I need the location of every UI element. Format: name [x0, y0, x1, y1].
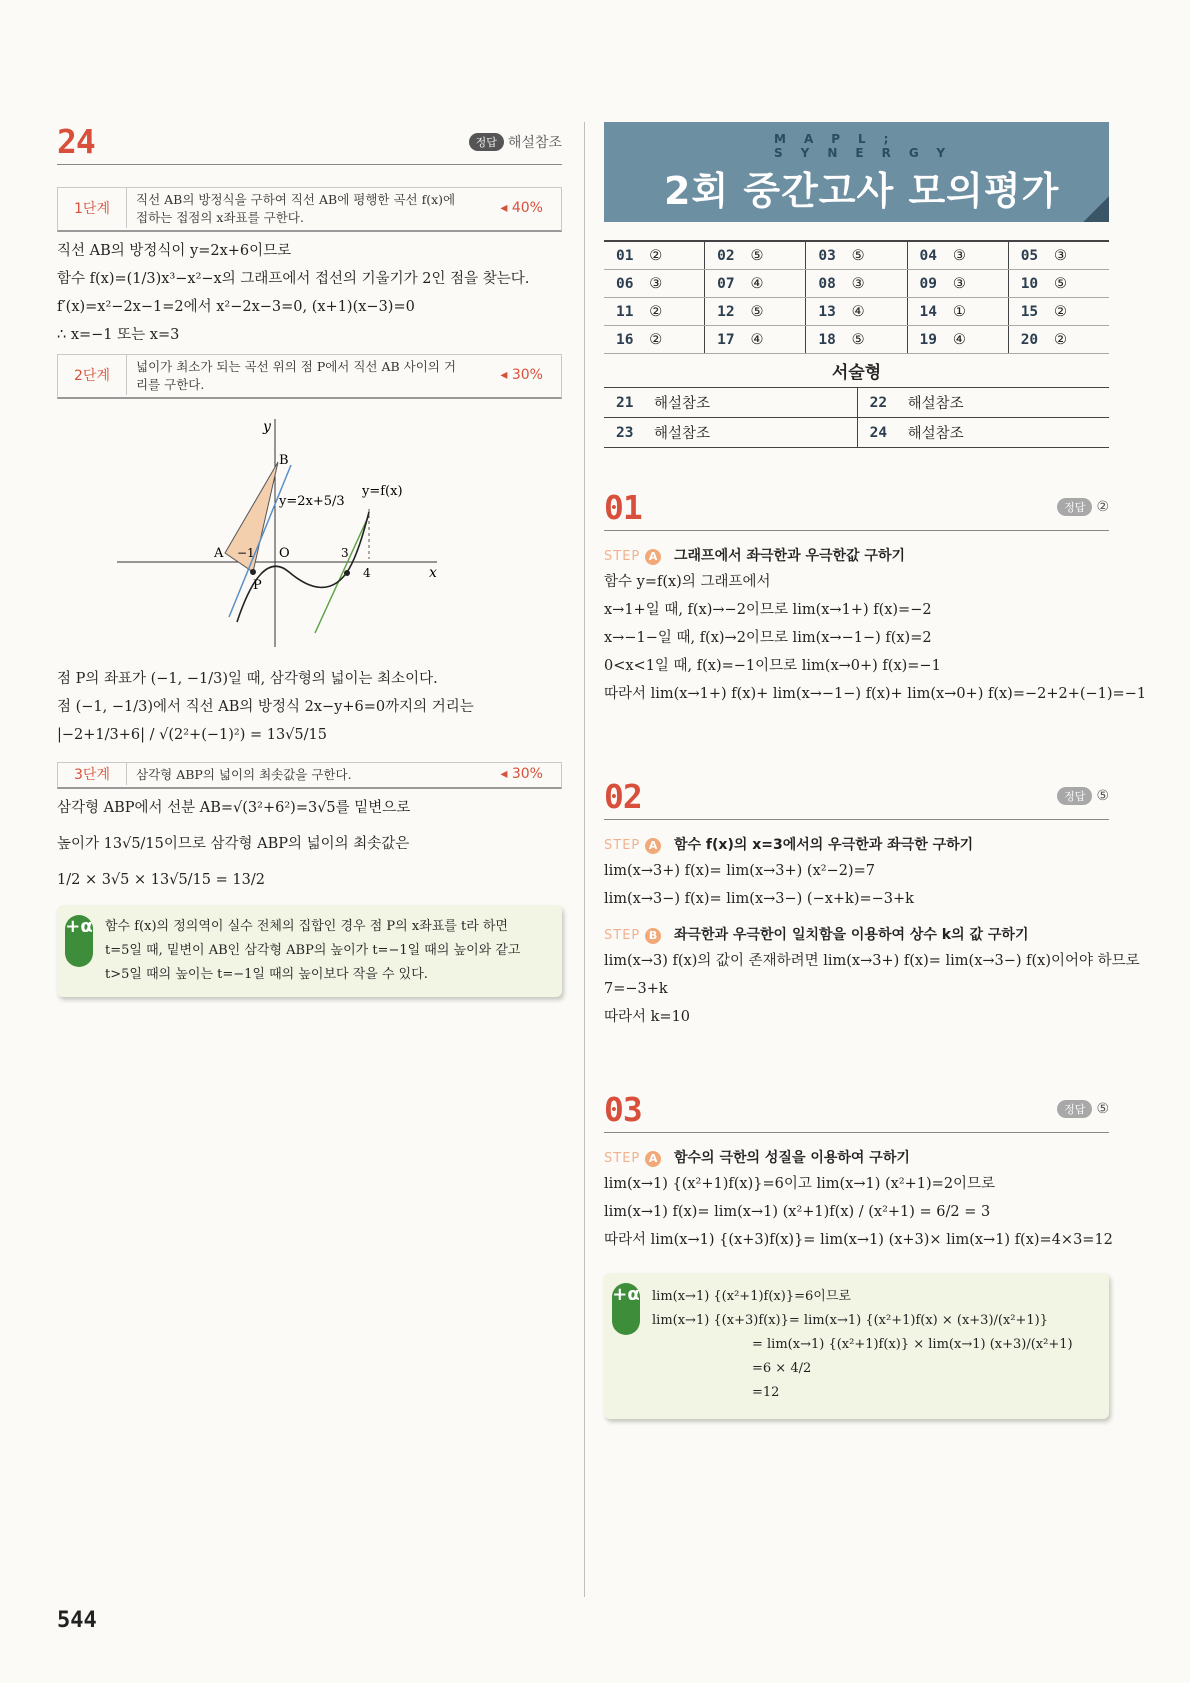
step-b-circle: B [645, 928, 661, 944]
step-title-text: 함수의 극한의 성질을 이용하여 구하기 [674, 1150, 910, 1166]
essay-table [604, 388, 1109, 448]
answer-choice: ⑤ [1054, 270, 1109, 298]
essay-row [604, 388, 1109, 418]
solution-line: 따라서 lim(x→1) {(x+3)f(x)}= lim(x→1) (x+3)× lim(x→1) f(x)=4×3=12 [604, 1232, 1113, 1248]
step-label: 1단계 [58, 188, 127, 228]
tip-box [604, 1273, 1109, 1419]
answer-choice: ③ [1054, 241, 1109, 270]
answer-badge: 정답 [1057, 787, 1092, 805]
y-axis-label: y [263, 419, 271, 435]
step-1-box [57, 187, 562, 232]
solution-line: lim(x→3−) f(x)= lim(x→3−) (−x+k)=−3+k [604, 891, 914, 907]
solution-line: f′(x)=x²−2x−1=2에서 x²−2x−3=0, (x+1)(x−3)=0 [57, 299, 415, 315]
answer-number: 06 [604, 270, 649, 298]
tip-line: = lim(x→1) {(x²+1)f(x)} × lim(x→1) (x+3)/(x²+1) [752, 1337, 1073, 1352]
question-header [604, 486, 1109, 531]
solution-line: 점 P의 좌표가 (−1, −1/3)일 때, 삼각형의 넓이는 최소이다. [57, 671, 438, 687]
answer-tag [1057, 498, 1109, 516]
label-four: 4 [363, 566, 371, 580]
step-text: 삼각형 ABP의 넓이의 최솟값을 구한다. [136, 767, 352, 782]
solution-line: lim(x→3+) f(x)= lim(x→3+) (x²−2)=7 [604, 863, 875, 879]
question-03 [604, 1088, 1113, 1419]
answer-number: 16 [604, 326, 649, 354]
answer-choice: ④ [852, 298, 907, 326]
answer-number: 05 [1008, 241, 1054, 270]
answer-badge: 정답 [469, 133, 504, 151]
question-number: 24 [57, 122, 95, 161]
answer-choice: ② [649, 298, 704, 326]
line-equation-label: y=2x+5/3 [279, 494, 345, 509]
answer-row [604, 270, 1109, 298]
tip-box [57, 905, 562, 997]
step-title [604, 834, 1109, 854]
solution-line: 함수 y=f(x)의 그래프에서 [604, 574, 771, 590]
essay-answer: 해설참조 [907, 388, 1109, 418]
answer-choice: ② [649, 326, 704, 354]
tangent-point [344, 570, 350, 576]
label-b: B [279, 453, 289, 468]
banner-title: 2회 중간고사 모의평가 [664, 169, 1060, 213]
step-text: 넓이가 최소가 되는 곡선 위의 점 P에서 직선 AB 사이의 거리를 구한다. [136, 359, 456, 392]
answer-choice: ④ [750, 326, 805, 354]
answer-number: 01 [604, 241, 649, 270]
question-number: 01 [604, 488, 642, 527]
solution-line: 삼각형 ABP에서 선분 AB=√(3²+6²)=3√5를 밑변으로 [57, 800, 411, 816]
tip-line: =12 [752, 1385, 780, 1400]
solution-line: lim(x→1) f(x)= lim(x→1) (x²+1)f(x) / (x²+1) = 6/2 = 3 [604, 1204, 991, 1220]
essay-row [604, 418, 1109, 448]
answer-choice: ③ [953, 270, 1008, 298]
answer-row [604, 241, 1109, 270]
tip-line: t=5일 때, 밑변이 AB인 삼각형 ABP의 높이가 t=−1일 때의 높이와 같고 [105, 943, 521, 958]
column-divider [584, 122, 585, 1597]
answer-choice: ② [1054, 326, 1109, 354]
banner-subtitle: MAPL; SYNERGY [774, 132, 964, 160]
x-axis-label: x [429, 565, 437, 581]
tip-line: lim(x→1) {(x²+1)f(x)}=6이므로 [652, 1289, 851, 1304]
curve-label: y=f(x) [362, 484, 403, 499]
essay-title: 서술형 [604, 354, 1109, 388]
tip-line: lim(x→1) {(x+3)f(x)}= lim(x→1) {(x²+1)f(x) × (x+3)/(x²+1)} [652, 1313, 1049, 1328]
answer-row [604, 326, 1109, 354]
solution-line: ∴ x=−1 또는 x=3 [57, 327, 180, 343]
solution-line: |−2+1/3+6| / √(2²+(−1)²) = 13√5/15 [57, 727, 327, 743]
solution-line: 따라서 lim(x→1+) f(x)+ lim(x→−1−) f(x)+ lim(x→0+) f(x)=−2+2+(−1)=−1 [604, 686, 1147, 702]
question-header [604, 775, 1109, 820]
tip-line: 함수 f(x)의 정의역이 실수 전체의 집합인 경우 점 P의 x좌표를 t라 하면 [105, 919, 508, 934]
answer-number: 12 [705, 298, 751, 326]
step-a-circle: A [645, 838, 661, 854]
answer-table [604, 240, 1109, 354]
question-01 [604, 486, 1147, 705]
step-percent: ◂ 30% [500, 367, 543, 383]
essay-number: 21 [604, 388, 653, 418]
answer-tag [469, 132, 562, 152]
step-word: STEP [604, 928, 641, 943]
solution-line: 직선 AB의 방정식이 y=2x+6이므로 [57, 243, 292, 259]
answer-choice: ③ [649, 270, 704, 298]
step-title [604, 1147, 1109, 1167]
answer-choice: ⑤ [750, 241, 805, 270]
answer-number: 19 [907, 326, 953, 354]
answer-number: 02 [705, 241, 751, 270]
step-3-box [57, 762, 562, 789]
solution-line: 1/2 × 3√5 × 13√5/15 = 13/2 [57, 872, 265, 888]
answer-choice: ⑤ [852, 241, 907, 270]
right-column [604, 120, 1147, 1419]
answer-number: 10 [1008, 270, 1054, 298]
solution-line: 점 (−1, −1/3)에서 직선 AB의 방정식 2x−y+6=0까지의 거리는 [57, 699, 474, 715]
step-title [604, 545, 1109, 565]
essay-number: 24 [857, 418, 907, 448]
tangent-line-2 [315, 515, 369, 633]
answer-choice: ③ [953, 241, 1008, 270]
answer-tag [1057, 1100, 1109, 1118]
answer-badge: 정답 [1057, 1100, 1092, 1118]
solution-line: 높이가 13√5/15이므로 삼각형 ABP의 넓이의 최솟값은 [57, 836, 410, 852]
label-three: 3 [341, 546, 349, 560]
solution-line: 따라서 k=10 [604, 1009, 691, 1025]
step-text: 직선 AB의 방정식을 구하여 직선 AB에 평행한 곡선 f(x)에 접하는 접점의 x좌표를 구한다. [136, 192, 456, 225]
answer-value: ⑤ [1096, 1101, 1109, 1117]
tip-line: t>5일 때의 높이는 t=−1일 때의 높이보다 작을 수 있다. [105, 967, 428, 982]
exam-banner [604, 122, 1109, 222]
answer-value: ⑤ [1096, 788, 1109, 804]
label-origin: O [279, 546, 290, 561]
solution-line: x→−1−일 때, f(x)→2이므로 lim(x→−1−) f(x)=2 [604, 630, 932, 646]
answer-number: 09 [907, 270, 953, 298]
question-header [604, 1088, 1109, 1133]
answer-number: 11 [604, 298, 649, 326]
step-a-circle: A [645, 549, 661, 565]
answer-number: 03 [806, 241, 852, 270]
answer-choice: ② [1054, 298, 1109, 326]
essay-answer: 해설참조 [653, 388, 857, 418]
answer-number: 08 [806, 270, 852, 298]
label-p: P [253, 578, 262, 593]
step-title-text: 그래프에서 좌극한과 우극한값 구하기 [674, 548, 906, 564]
question-number: 03 [604, 1090, 642, 1129]
solution-line: 함수 f(x)=(1/3)x³−x²−x의 그래프에서 접선의 기울기가 2인 점을 찾는다. [57, 271, 530, 287]
step-word: STEP [604, 838, 641, 853]
function-graph [57, 407, 562, 662]
plus-alpha-icon: +α [65, 915, 93, 967]
step-word: STEP [604, 1151, 641, 1166]
essay-answer: 해설참조 [653, 418, 857, 448]
step-title-text: 함수 f(x)의 x=3에서의 우극한과 좌극한 구하기 [674, 837, 974, 853]
essay-answer: 해설참조 [907, 418, 1109, 448]
essay-number: 22 [857, 388, 907, 418]
answer-row [604, 298, 1109, 326]
answer-number: 18 [806, 326, 852, 354]
solution-line: 0<x<1일 때, f(x)=−1이므로 lim(x→0+) f(x)=−1 [604, 658, 941, 674]
answer-choice: ② [649, 241, 704, 270]
step-percent: ◂ 40% [500, 200, 543, 216]
solution-line: lim(x→3) f(x)의 값이 존재하려면 lim(x→3+) f(x)= lim(x→3−) f(x)이어야 하므로 [604, 953, 1140, 969]
solution-line: 7=−3+k [604, 981, 668, 997]
label-minus-one: −1 [237, 546, 255, 560]
answer-badge: 정답 [1057, 498, 1092, 516]
question-number: 02 [604, 777, 642, 816]
point-p [250, 569, 256, 575]
answer-number: 14 [907, 298, 953, 326]
left-column [57, 120, 562, 997]
answer-choice: ⑤ [750, 298, 805, 326]
answer-choice: ④ [953, 326, 1008, 354]
answer-number: 07 [705, 270, 751, 298]
step-label: 3단계 [58, 763, 127, 785]
answer-choice: ⑤ [852, 326, 907, 354]
label-a: A [214, 546, 224, 561]
step-word: STEP [604, 549, 641, 564]
page-number: 544 [57, 1608, 97, 1633]
step-percent: ◂ 30% [500, 766, 543, 782]
answer-number: 04 [907, 241, 953, 270]
answer-text: 해설참조 [507, 135, 562, 151]
answer-choice: ① [953, 298, 1008, 326]
answer-number: 17 [705, 326, 751, 354]
solution-line: lim(x→1) {(x²+1)f(x)}=6이고 lim(x→1) (x²+1)=2이므로 [604, 1176, 996, 1192]
plus-alpha-icon: +α [612, 1283, 640, 1335]
solution-line: x→1+일 때, f(x)→−2이므로 lim(x→1+) f(x)=−2 [604, 602, 932, 618]
question-02 [604, 775, 1140, 1028]
answer-value: ② [1096, 499, 1109, 515]
question-24-header [57, 120, 562, 165]
tip-line: =6 × 4/2 [752, 1361, 812, 1376]
answer-number: 20 [1008, 326, 1054, 354]
answer-choice: ④ [750, 270, 805, 298]
step-title-text: 좌극한과 우극한이 일치함을 이용하여 상수 k의 값 구하기 [674, 927, 1029, 943]
answer-number: 13 [806, 298, 852, 326]
step-2-box [57, 354, 562, 399]
step-a-circle: A [645, 1151, 661, 1167]
answer-choice: ③ [852, 270, 907, 298]
essay-number: 23 [604, 418, 653, 448]
step-label: 2단계 [58, 355, 127, 395]
answer-tag [1057, 787, 1109, 805]
answer-number: 15 [1008, 298, 1054, 326]
step-title [604, 924, 1109, 944]
